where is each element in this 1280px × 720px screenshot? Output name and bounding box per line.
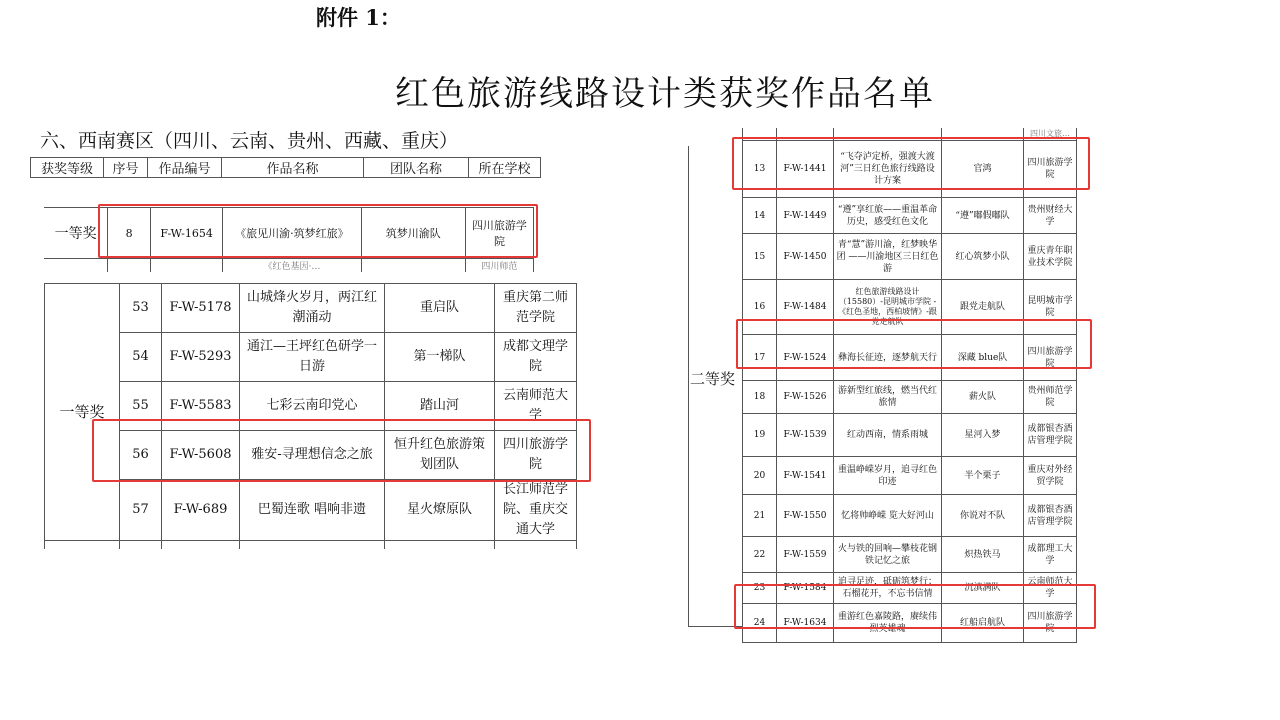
- row-team: 红船启航队: [942, 604, 1024, 643]
- row-name: “飞夺泸定桥，强渡大渡河”三日红色旅行线路设计方案: [834, 141, 942, 198]
- row-team: 踏山河: [385, 382, 495, 431]
- row-code: F-W-1654: [150, 208, 222, 259]
- region-heading: 六、西南赛区（四川、云南、贵州、西藏、重庆）: [40, 130, 459, 152]
- row-team: 重启队: [385, 284, 495, 333]
- row-name: 红动西南，情系雨城: [834, 414, 942, 457]
- row-code: F-W-1449: [777, 198, 834, 234]
- row-no: 18: [743, 381, 777, 414]
- row-school: 云南师范大学: [495, 382, 577, 431]
- row-name: “遵”享红旅——重温革命历史，感受红色文化: [834, 198, 942, 234]
- row-school: 贵州师范学院: [1024, 381, 1077, 414]
- row-no: 21: [743, 495, 777, 537]
- row-school: 重庆青年职业技术学院: [1024, 234, 1077, 280]
- row-school: 四川旅游学院: [495, 431, 577, 480]
- table-row: [743, 537, 1077, 573]
- row-team: 跟党走航队: [942, 280, 1024, 335]
- table-row: [743, 381, 1077, 414]
- row-school: 云南师范大学: [1024, 573, 1077, 604]
- prize-level-cell: 一等奖: [44, 208, 108, 259]
- row-school: 四川旅游学院: [1024, 335, 1077, 381]
- highlight-box: [736, 319, 1092, 369]
- row-school: 重庆第二师范学院: [495, 284, 577, 333]
- row-name: 七彩云南印党心: [240, 382, 385, 431]
- row-school: 昆明城市学院: [1024, 280, 1077, 335]
- row-team: 筑梦川渝队: [361, 208, 465, 259]
- table-row: [743, 495, 1077, 537]
- row-no: 19: [743, 414, 777, 457]
- row-name: 重温峥嵘岁月，追寻红色印迹: [834, 457, 942, 495]
- row-no: 54: [120, 333, 162, 382]
- row-code: F-W-1559: [777, 537, 834, 573]
- row-no: 24: [743, 604, 777, 643]
- row-no: 16: [743, 280, 777, 335]
- row-code: F-W-1550: [777, 495, 834, 537]
- row-no: 8: [108, 208, 151, 259]
- row-name: 游新型红旅线，燃当代红旅情: [834, 381, 942, 414]
- row-no: 22: [743, 537, 777, 573]
- row-team: 薪火队: [942, 381, 1024, 414]
- col-header-code: 作品编号: [148, 158, 222, 178]
- table-row: [743, 234, 1077, 280]
- row-name: 重游红色嘉陵路，赓续伟烈英雄魂: [834, 604, 942, 643]
- row-team: 星火燎原队: [385, 480, 495, 541]
- row-school: 重庆对外经贸学院: [1024, 457, 1077, 495]
- row-no: 14: [743, 198, 777, 234]
- row-code: F-W-1539: [777, 414, 834, 457]
- row-name: 青“慧”游川渝，红梦映华团 ——川渝地区三日红色游: [834, 234, 942, 280]
- row-name: 雅安-寻理想信念之旅: [240, 431, 385, 480]
- row-name: 通江—王坪红色研学一日游: [240, 333, 385, 382]
- row-code: F-W-1584: [777, 573, 834, 604]
- row-team: 官鸿: [942, 141, 1024, 198]
- row-team: “遵”嘟假嘟队: [942, 198, 1024, 234]
- table-row: [743, 457, 1077, 495]
- row-no: 15: [743, 234, 777, 280]
- row-team: 深藏 blue队: [942, 335, 1024, 381]
- table-row: [45, 284, 577, 333]
- row-team: 沉滇满队: [942, 573, 1024, 604]
- table-row-cut: [44, 259, 534, 273]
- col-header-school: 所在学校: [469, 158, 541, 178]
- row-code: F-W-5608: [162, 431, 240, 480]
- row-no: 56: [120, 431, 162, 480]
- row-no: 55: [120, 382, 162, 431]
- row-school: 四川旅游学院: [1024, 141, 1077, 198]
- prize-level-cell: 一等奖: [45, 284, 120, 541]
- row-team: 恒升红色旅游策划团队: [385, 431, 495, 480]
- row-name: 火与铁的回响—攀枝花钢铁记忆之旅: [834, 537, 942, 573]
- row-team: 你说对不队: [942, 495, 1024, 537]
- row-team: 炽热铁马: [942, 537, 1024, 573]
- header-table: [30, 157, 541, 178]
- row-name: 巴蜀连歌 唱响非遗: [240, 480, 385, 541]
- col-header-level: 获奖等级: [31, 158, 104, 178]
- row-name-cut: 《红色基因·…: [223, 259, 361, 273]
- row-team: 红心筑梦小队: [942, 234, 1024, 280]
- row-code: F-W-5178: [162, 284, 240, 333]
- row-code: F-W-1484: [777, 280, 834, 335]
- row-code: F-W-689: [162, 480, 240, 541]
- row-school-cut: 四川文旅…: [1024, 128, 1077, 141]
- col-header-name: 作品名称: [222, 158, 364, 178]
- table-row: [743, 414, 1077, 457]
- row-name: 红色旅游线路设计（15580）-昆明城市学院 -《红色圣地，西柏坡情》-跟党走航队: [834, 280, 942, 335]
- row-school: 长江师范学院、重庆交通大学: [495, 480, 577, 541]
- highlight-box: [98, 204, 538, 258]
- row-no: 20: [743, 457, 777, 495]
- row-school: 成都理工大学: [1024, 537, 1077, 573]
- col-header-no: 序号: [104, 158, 148, 178]
- highlight-box: [92, 419, 591, 482]
- row-team: 星河入梦: [942, 414, 1024, 457]
- row-name: 彝海长征迹，逐梦航天行: [834, 335, 942, 381]
- row-code: F-W-5293: [162, 333, 240, 382]
- row-no: 23: [743, 573, 777, 604]
- row-school-cut: 四川师范: [465, 259, 533, 273]
- row-school: 成都银杏酒店管理学院: [1024, 495, 1077, 537]
- highlight-box: [734, 584, 1096, 629]
- document-title: 红色旅游线路设计类获奖作品名单: [395, 74, 935, 114]
- row-school: 成都文理学院: [495, 333, 577, 382]
- row-team: 第一梯队: [385, 333, 495, 382]
- row-school: 成都银杏酒店管理学院: [1024, 414, 1077, 457]
- row-code: F-W-1450: [777, 234, 834, 280]
- row-code: F-W-5583: [162, 382, 240, 431]
- col-header-team: 团队名称: [364, 158, 469, 178]
- row-name: 《旅见川渝·筑梦红旅》: [223, 208, 361, 259]
- row-school: 四川旅游学院: [465, 208, 533, 259]
- row-name: 忆将帅峥嵘 览大好河山: [834, 495, 942, 537]
- row-code: F-W-1441: [777, 141, 834, 198]
- row-no: 53: [120, 284, 162, 333]
- row-no: 57: [120, 480, 162, 541]
- row-code: F-W-1634: [777, 604, 834, 643]
- first-prize-table-2: [44, 283, 577, 549]
- row-no: 13: [743, 141, 777, 198]
- row-code: F-W-1526: [777, 381, 834, 414]
- row-school: 四川旅游学院: [1024, 604, 1077, 643]
- row-school: 贵州财经大学: [1024, 198, 1077, 234]
- row-code: F-W-1524: [777, 335, 834, 381]
- row-code: F-W-1541: [777, 457, 834, 495]
- table-row: [45, 480, 577, 541]
- second-prize-table: [742, 128, 1077, 643]
- row-team: 半个栗子: [942, 457, 1024, 495]
- second-prize-label: 二等奖: [690, 370, 736, 388]
- header-row: [31, 158, 541, 178]
- attachment-label: 附件 1：: [316, 5, 401, 30]
- row-no: 17: [743, 335, 777, 381]
- table-row-tail: [45, 541, 577, 550]
- row-name: 追寻足迹，砥砺筑梦行；石榴花开，不忘书信情: [834, 573, 942, 604]
- table-frame-left: [688, 146, 689, 626]
- table-row: [45, 333, 577, 382]
- table-row: [743, 198, 1077, 234]
- row-name: 山城烽火岁月，两江红潮涌动: [240, 284, 385, 333]
- highlight-box: [732, 137, 1090, 190]
